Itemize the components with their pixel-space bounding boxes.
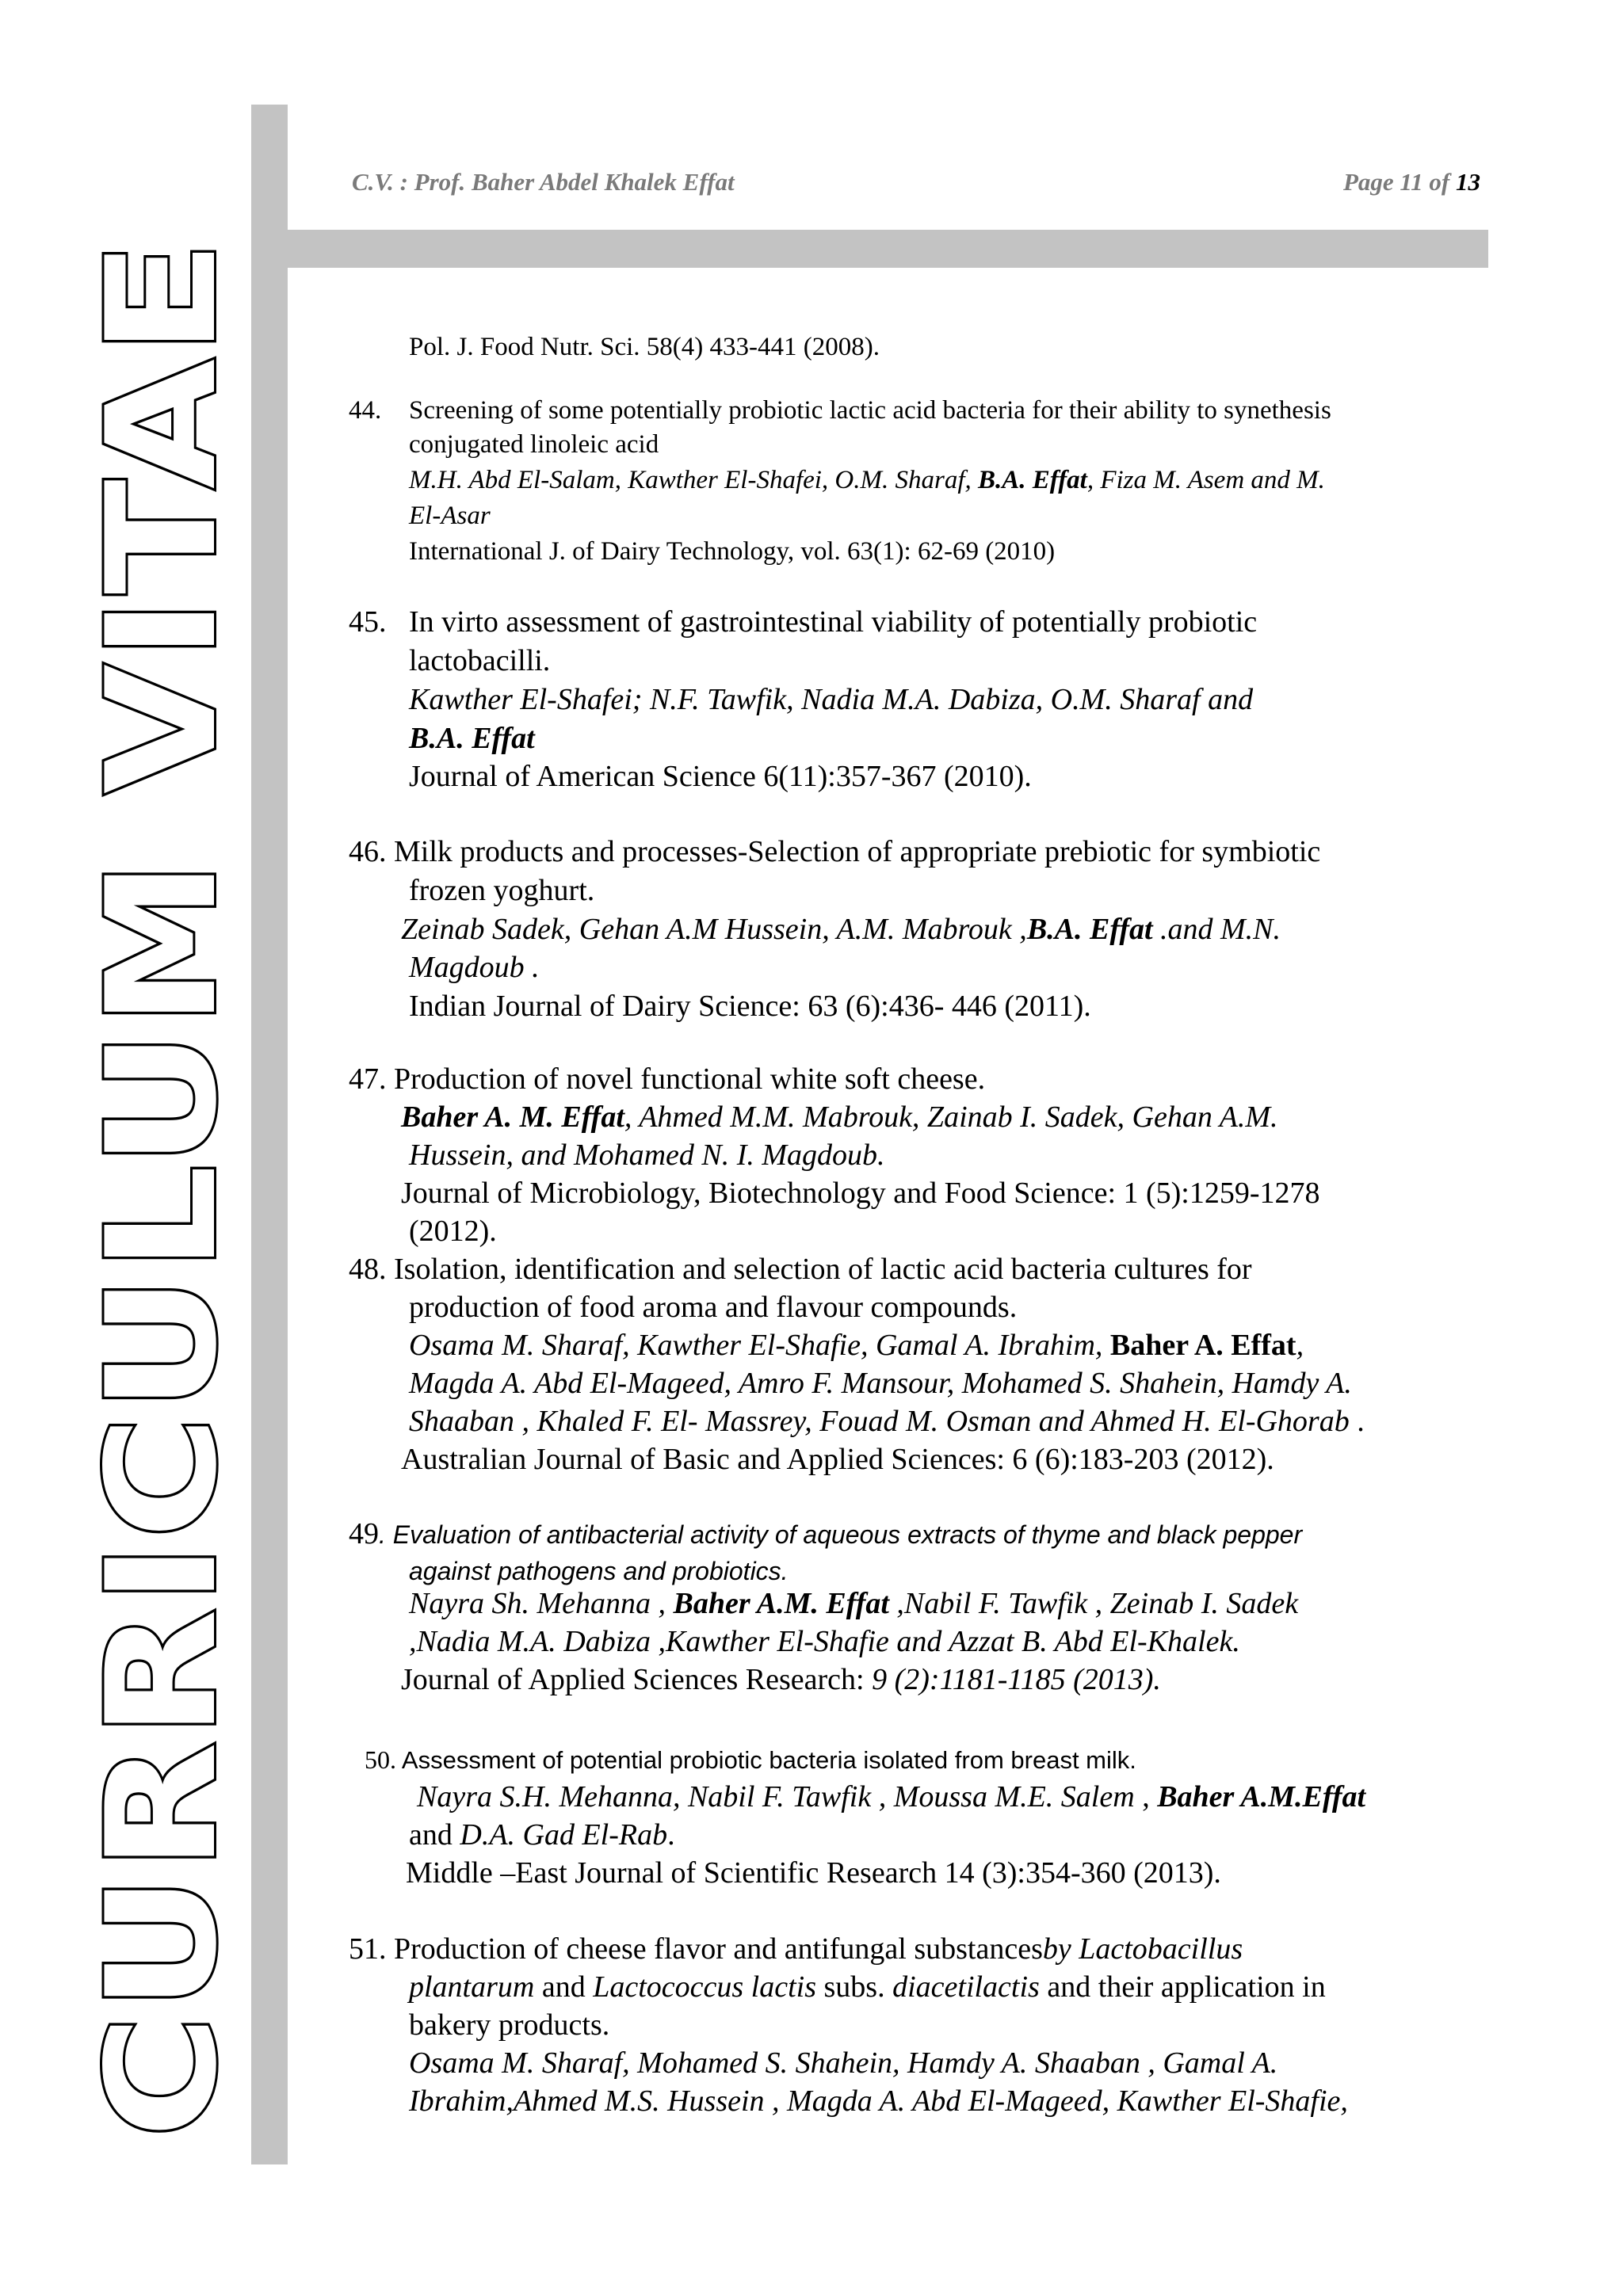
- text-segment: International J. of Dairy Technology, vol. 63(1): 62-69 (2010): [409, 537, 1056, 566]
- page-number: [1343, 168, 1480, 196]
- page-header: [352, 168, 1480, 208]
- text-segment: B.A. Effat: [1026, 913, 1153, 946]
- text-line: [349, 1062, 985, 1097]
- text-segment: Baher A. Effat: [1109, 1329, 1296, 1362]
- text-segment: In virto assessment of gastrointestinal viability of potentially probiotic: [409, 605, 1258, 639]
- text-segment: plantarum: [409, 1970, 535, 2004]
- side-title-svg: [74, 211, 250, 2164]
- text-segment: Osama M. Sharaf, Mohamed S. Shahein, Hamdy A. Shaaban , Gamal A.: [409, 2046, 1278, 2080]
- text-segment: .: [667, 1818, 675, 1852]
- text-segment: Baher A. M. Effat: [401, 1100, 624, 1134]
- text-segment: .: [1349, 1405, 1365, 1438]
- text-segment: El-Asar: [409, 502, 491, 530]
- text-line: [409, 2084, 1348, 2119]
- text-line: [409, 1138, 885, 1173]
- text-line: [409, 1290, 1017, 1325]
- text-segment: Hussein, and Mohamed N. I. Magdoub.: [409, 1138, 885, 1172]
- text-segment: B.A. Effat: [409, 722, 535, 755]
- text-segment: Zeinab Sadek, Gehan A.M Hussein, A.M. Mabrouk ,: [401, 913, 1027, 946]
- text-segment: Journal of Microbiology, Biotechnology and Food Science: 1 (5):1259-1278: [401, 1177, 1320, 1210]
- text-segment: Shaaban , Khaled F. El- Massrey, Fouad M. Osman and Ahmed H. El-Ghorab: [409, 1405, 1350, 1438]
- text-line: [409, 1366, 1352, 1401]
- text-line: [401, 912, 1281, 947]
- text-segment: Ibrahim,Ahmed M.S. Hussein , Magda A. Abd El-Mageed, Kawther El-Shafie,: [409, 2084, 1348, 2118]
- text-segment: M.H. Abd El-Salam, Kawther El-Shafei, O.M. Sharaf,: [409, 466, 979, 494]
- text-segment: Journal of American Science 6(11):357-367 (2010).: [409, 760, 1032, 793]
- text-line: [409, 1624, 1240, 1659]
- text-segment: .and M.N.: [1152, 913, 1281, 946]
- text-segment: Nayra S.H. Mehanna, Nabil F. Tawfik , Moussa M.E. Salem: [417, 1780, 1135, 1814]
- text-line: [417, 1779, 1365, 1814]
- text-segment: Indian Journal of Dairy Science: 63 (6):436- 446 (2011).: [409, 990, 1091, 1023]
- text-segment: and their application in: [1039, 1970, 1326, 2004]
- text-segment: diacetilactis: [892, 1970, 1040, 2004]
- text-line: [401, 1662, 1161, 1697]
- left-gray-bar: [251, 105, 288, 2164]
- text-line: [409, 873, 594, 908]
- text-line: [349, 1932, 1243, 1966]
- text-line: [409, 989, 1091, 1024]
- text-segment: Assessment of potential probiotic bacteria isolated from breast milk.: [396, 1746, 1136, 1774]
- text-segment: Middle –East Journal of Scientific Research 14 (3):354-360 (2013).: [406, 1856, 1221, 1890]
- text-segment: (2012).: [409, 1215, 497, 1248]
- text-segment: by Lactobacillus: [1042, 1932, 1243, 1966]
- text-segment: 50.: [365, 1745, 396, 1774]
- curriculum-vitae-side-title: [74, 211, 250, 2164]
- text-line: [409, 396, 1331, 425]
- text-segment: Australian Journal of Basic and Applied Sciences: 6 (6):183-203 (2012).: [401, 1443, 1274, 1476]
- text-segment: 47. Production of novel functional white soft cheese.: [349, 1062, 986, 1096]
- text-line: [349, 1516, 1302, 1551]
- text-line: [401, 1176, 1320, 1211]
- text-line: [409, 1553, 789, 1588]
- text-segment: ,: [1134, 1780, 1158, 1814]
- text-segment: Osama M. Sharaf, Kawther El-Shafie, Gamal A. Ibrahim,: [409, 1329, 1110, 1362]
- text-segment: ,Nabil F. Tawfik , Zeinab I. Sadek: [888, 1587, 1299, 1620]
- text-segment: . Evaluation of antibacterial activity of aqueous extracts of thyme and black pepper: [379, 1520, 1303, 1549]
- text-segment: , Fiza M. Asem and M.: [1086, 466, 1325, 494]
- text-line: [409, 1817, 675, 1852]
- text-segment: Kawther El-Shafei; N.F. Tawfik, Nadia M.A. Dabiza, O.M. Sharaf and: [409, 683, 1254, 716]
- text-segment: Magda A. Abd El-Mageed, Amro F. Mansour, Mohamed S. Shahein, Hamdy A.: [409, 1367, 1352, 1400]
- page-total: 13: [1456, 168, 1480, 196]
- text-line: [409, 759, 1032, 794]
- text-line: [409, 950, 540, 985]
- side-title-text: CURRICULUM VITAE: [74, 437, 250, 2138]
- text-line: [409, 643, 550, 678]
- text-line: [409, 537, 1055, 566]
- text-segment: Magdoub .: [409, 951, 540, 984]
- text-segment: 9 (2):1181-1185 (2013).: [872, 1663, 1161, 1696]
- text-segment: Journal of Applied Sciences Research:: [401, 1663, 873, 1696]
- page-number-prefix: Page 11 of: [1342, 168, 1456, 196]
- text-line: [349, 396, 381, 425]
- text-segment: Nayra Sh. Mehanna ,: [409, 1587, 674, 1620]
- text-line: [409, 430, 659, 460]
- text-segment: 49: [349, 1517, 379, 1550]
- text-line: [409, 605, 1257, 639]
- text-line: [409, 1404, 1365, 1439]
- text-line: [349, 605, 387, 639]
- text-segment: production of food aroma and flavour compounds.: [409, 1291, 1018, 1324]
- text-segment: ,Nadia M.A. Dabiza ,Kawther El-Shafie and Azzat B. Abd El-Khalek.: [409, 1625, 1240, 1658]
- text-line: [365, 1745, 1136, 1775]
- text-segment: Lactococcus lactis: [593, 1970, 817, 2004]
- text-line: [349, 834, 1320, 869]
- text-segment: B.A. Effat: [978, 466, 1087, 494]
- text-segment: lactobacilli.: [409, 644, 551, 677]
- text-line: [401, 1100, 1278, 1135]
- text-segment: ,: [1296, 1329, 1304, 1362]
- text-line: [409, 1328, 1304, 1363]
- text-line: [409, 1214, 497, 1249]
- text-segment: , Ahmed M.M. Mabrouk, Zainab I. Sadek, Gehan A.M.: [624, 1100, 1278, 1134]
- text-line: [409, 1586, 1298, 1621]
- text-line: [409, 721, 535, 756]
- text-segment: 45.: [349, 605, 387, 639]
- text-line: [406, 1855, 1221, 1890]
- text-segment: against pathogens and probiotics.: [409, 1557, 789, 1585]
- text-segment: 44.: [349, 396, 382, 425]
- text-line: [401, 1442, 1274, 1477]
- text-segment: Baher A.M.Effat: [1157, 1780, 1366, 1814]
- text-segment: Baher A.M. Effat: [673, 1587, 889, 1620]
- cv-title: C.V. : Prof. Baher Abdel Khalek Effat: [352, 168, 735, 196]
- text-segment: 48. Isolation, identification and selection of lactic acid bacteria cultures for: [349, 1253, 1252, 1286]
- text-segment: Pol. J. Food Nutr. Sci. 58(4) 433-441 (2008).: [409, 333, 880, 361]
- text-segment: D.A. Gad El-Rab: [460, 1818, 668, 1852]
- text-line: [409, 2046, 1277, 2081]
- text-line: [409, 682, 1253, 717]
- text-line: [409, 1970, 1326, 2004]
- text-segment: bakery products.: [409, 2008, 610, 2042]
- text-segment: Screening of some potentially probiotic lactic acid bacteria for their ability to synethesis: [409, 396, 1331, 425]
- text-line: [409, 502, 491, 531]
- text-segment: and: [534, 1970, 594, 2004]
- text-segment: and: [409, 1818, 460, 1852]
- text-segment: conjugated linoleic acid: [409, 430, 659, 459]
- text-line: [349, 1252, 1252, 1287]
- text-line: [409, 466, 1325, 495]
- text-segment: 46. Milk products and processes-Selection of appropriate prebiotic for symbiotic: [349, 835, 1321, 868]
- text-segment: subs.: [816, 1970, 893, 2004]
- header-gray-bar: [288, 230, 1488, 268]
- text-line: [409, 333, 880, 362]
- text-segment: frozen yoghurt.: [409, 874, 595, 907]
- text-line: [409, 2008, 609, 2042]
- text-segment: 51. Production of cheese flavor and antifungal substances: [349, 1932, 1043, 1966]
